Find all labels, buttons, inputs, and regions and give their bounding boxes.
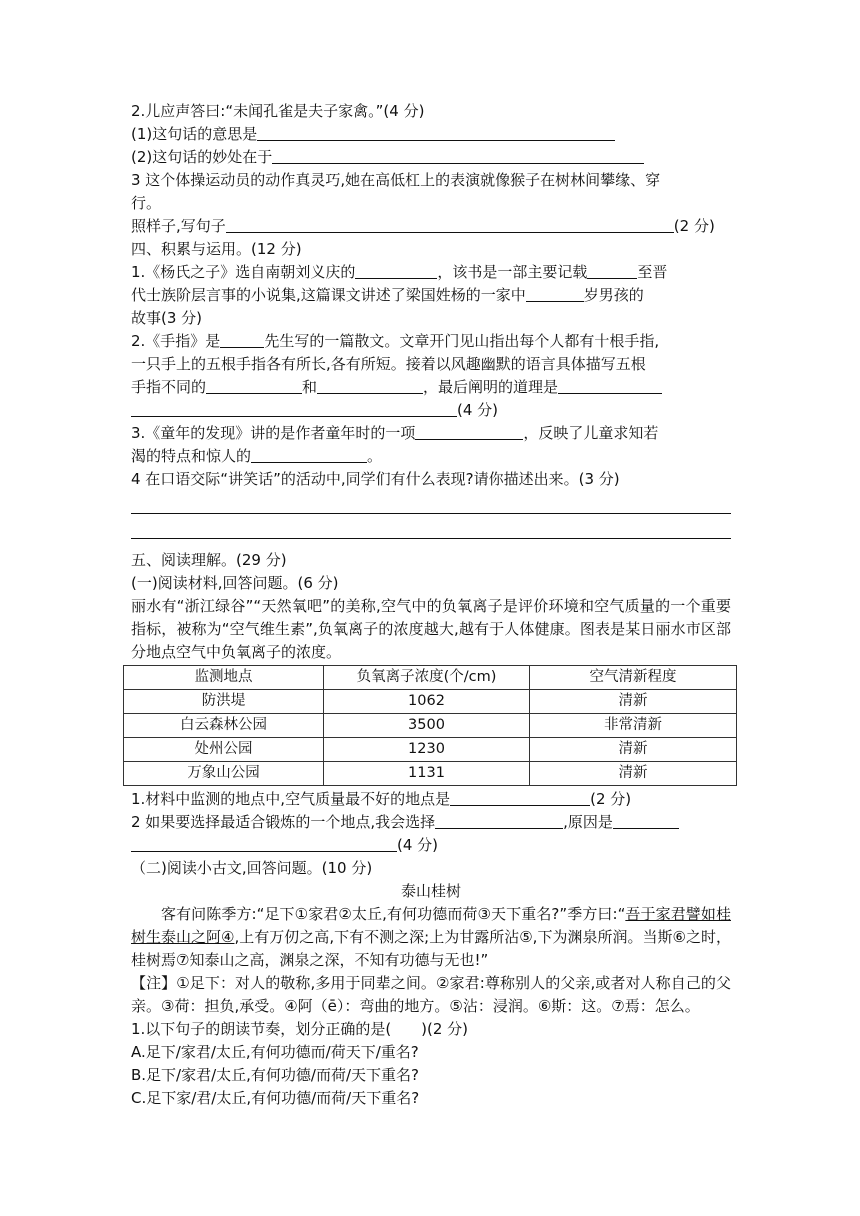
answer-blank[interactable]: [558, 377, 662, 394]
table-cell: 白云森林公园: [124, 714, 324, 738]
table-cell: 清新: [530, 738, 737, 762]
q2-part-a: [131, 123, 731, 146]
q3-prompt-line: [131, 215, 731, 238]
answer-blank[interactable]: [450, 789, 590, 806]
text: ,上有万仞之高,下有不测之深;上为甘露所沾⑤,下为渊泉所润。当斯⑥之时，桂树焉⑦知泰山之高，渊泉之深，不知有功德与无也!”: [131, 928, 731, 969]
p1-q1: [131, 788, 731, 811]
table-cell: 1230: [324, 738, 530, 762]
text: ,原因是: [563, 813, 613, 831]
table-cell: 万象山公园: [124, 762, 324, 786]
s4-q2-line2: 一只手上的五根手指各有所长,各有所短。接着以风趣幽默的语言具体描写五根: [131, 355, 646, 373]
answer-blank[interactable]: [131, 835, 397, 852]
notes: 【注】①足下：对人的敬称,多用于同辈之间。②家君:尊称别人的父亲,或者对人称自己的父亲。③荷：担负,承受。④阿（ē）：弯曲的地方。⑤沾：浸润。⑥斯：这。⑦焉：怎么。: [131, 974, 731, 1015]
s4-q1-line2: [131, 284, 731, 307]
q3-score: (2 分): [673, 217, 715, 235]
table-cell: 非常清新: [530, 714, 737, 738]
option-b[interactable]: B.足下/家君/太丘,有何功德/而荷/天下重名?: [131, 1066, 420, 1084]
answer-blank[interactable]: [257, 124, 615, 141]
s4-q3-line1: [131, 422, 731, 445]
table-cell: 3500: [324, 714, 530, 738]
answer-blank[interactable]: [355, 262, 437, 279]
table-header: 空气清新程度: [530, 666, 737, 690]
q3-line2: 行。: [131, 194, 162, 212]
exam-page: [131, 100, 731, 1110]
q3-prompt: 照样子,写句子: [131, 217, 226, 235]
answer-blank[interactable]: [587, 262, 637, 279]
text: 3.《童年的发现》讲的是作者童年时的一项: [131, 424, 416, 442]
section5-title: 五、阅读理解。(29 分): [131, 551, 287, 569]
text: ，该书是一部主要记载: [437, 263, 588, 281]
answer-blank[interactable]: [435, 812, 563, 829]
text: 手指不同的: [131, 378, 207, 396]
table-row: [124, 714, 737, 738]
answer-blank[interactable]: [272, 147, 644, 164]
answer-blank[interactable]: [613, 812, 679, 829]
answer-blank[interactable]: [206, 377, 302, 394]
table-header: 监测地点: [124, 666, 324, 690]
part2-title: （二)阅读小古文,回答问题。(10 分): [131, 859, 373, 877]
s4-q3-line2: [131, 445, 731, 468]
table-cell: 处州公园: [124, 738, 324, 762]
text: 1.材料中监测的地点中,空气质量最不好的地点是: [131, 790, 451, 808]
text: 。: [367, 447, 383, 465]
text: (4 分): [457, 401, 499, 419]
q3-line1: 3 这个体操运动员的动作真灵巧,她在高低杠上的表演就像猴子在树林间攀缘、穿: [131, 171, 661, 189]
s4-q2-line3: [131, 376, 731, 399]
text: ，最后阐明的道理是: [423, 378, 559, 396]
table-cell: 清新: [530, 690, 737, 714]
option-c[interactable]: C.足下家/君/太丘,有何功德/而荷/天下重名?: [131, 1089, 420, 1107]
s4-q2-line4: [131, 399, 731, 422]
s4-q2-line1: [131, 330, 731, 353]
poem-title: 泰山桂树: [400, 882, 461, 900]
text: 2.《手指》是: [131, 332, 221, 350]
answer-blank[interactable]: [317, 377, 423, 394]
table-cell: 1131: [324, 762, 530, 786]
section4-title: 四、积累与运用。(12 分): [131, 240, 302, 258]
text: 先生写的一篇散文。文章开门见山指出每个人都有十根手指,: [264, 332, 660, 350]
table-cell: 防洪堤: [124, 690, 324, 714]
text: 渴的特点和惊人的: [131, 447, 252, 465]
table-header-row: [124, 666, 737, 690]
part1-title: (一)阅读材料,回答问题。(6 分): [131, 574, 339, 592]
text: 代士族阶层言事的小说集,这篇课文讲述了梁国姓杨的一家中: [131, 286, 526, 304]
p2-q1: 1.以下句子的朗读节奏，划分正确的是( )(2 分): [131, 1020, 469, 1038]
q2-part-b: [131, 146, 731, 169]
table-row: [124, 738, 737, 762]
answer-blank[interactable]: [226, 216, 674, 233]
table-row: [124, 762, 737, 786]
option-a[interactable]: A.足下/家君/太丘,有何功德而/荷天下/重名?: [131, 1043, 419, 1061]
text: (4 分): [397, 836, 439, 854]
answer-blank[interactable]: [415, 423, 523, 440]
p1-q2-cont: [131, 834, 731, 857]
q2-part-b-label: (2)这句话的妙处在于: [131, 148, 273, 166]
poem-body: [131, 903, 731, 972]
q2-part-a-label: (1)这句话的意思是: [131, 125, 258, 143]
text: 至晋: [637, 263, 668, 281]
p1-q2: [131, 811, 731, 834]
answer-line[interactable]: [131, 491, 731, 514]
passage: 丽水有“浙江绿谷”“天然氧吧”的美称,空气中的负氧离子是评价环境和空气质量的一个重要指标，被称为“空气维生素”,负氧离子的浓度越大,越有于人体健康。图表是某日丽水市区部分地点空气中负氧离子的浓度。: [131, 597, 731, 661]
text: 岁男孩的: [583, 286, 644, 304]
table-row: [124, 690, 737, 714]
answer-blank[interactable]: [526, 285, 584, 302]
table-header: 负氧离子浓度(个/cm): [324, 666, 530, 690]
q2-text: 2.儿应声答曰:“未闻孔雀是夫子家禽。”(4 分): [131, 102, 425, 120]
ion-table: [123, 665, 737, 786]
s4-q1-line1: [131, 261, 731, 284]
table-cell: 1062: [324, 690, 530, 714]
underlined-phrase: 吾于家君譬如桂树生泰山之阿④: [131, 905, 731, 946]
s4-q4: 4 在口语交际“讲笑话”的活动中,同学们有什么表现?请你描述出来。(3 分): [131, 470, 620, 488]
text: ，反映了儿童求知若: [523, 424, 659, 442]
text: 2 如果要选择最适合锻炼的一个地点,我会选择: [131, 813, 436, 831]
answer-line[interactable]: [131, 516, 731, 539]
answer-blank[interactable]: [131, 400, 457, 417]
text: 客有问陈季方:“足下①家君②太丘,有何功德而荷③天下重名?”季方曰:“: [161, 905, 626, 923]
text: 1.《杨氏之子》选自南朝刘义庆的: [131, 263, 356, 281]
answer-blank[interactable]: [251, 446, 367, 463]
s4-q1-line3: 故事(3 分): [131, 309, 203, 327]
text: 和: [302, 378, 318, 396]
text: (2 分): [590, 790, 632, 808]
answer-blank[interactable]: [220, 331, 264, 348]
table-cell: 清新: [530, 762, 737, 786]
